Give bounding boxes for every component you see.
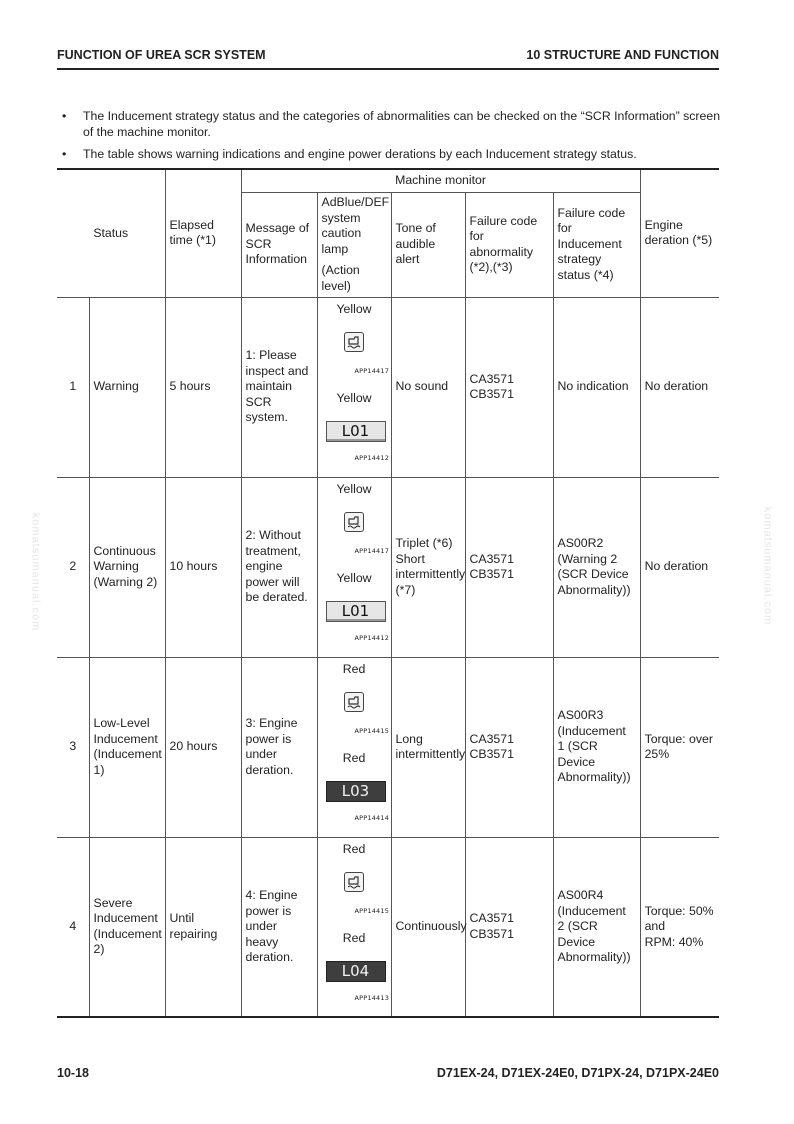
header-failure-code-inducement: Failure code for Inducement strategy status (*4)	[553, 192, 640, 297]
caution-lamp-cell	[317, 837, 391, 1017]
bullet-glyph: •	[62, 109, 67, 123]
row-number: 1	[57, 297, 89, 477]
header-status: Status	[57, 169, 165, 297]
level-caption: APP14414	[354, 814, 390, 822]
status-cell	[89, 477, 165, 657]
failure-code-inducement-cell	[553, 657, 640, 837]
table-row	[57, 297, 719, 477]
failure-code-abnormality-cell	[465, 477, 553, 657]
table-row	[57, 657, 719, 837]
bullet-glyph: •	[62, 147, 67, 161]
header-action-level: (Action level)	[321, 263, 360, 293]
row-number: 2	[57, 477, 89, 657]
failure-code-inducement-cell	[553, 297, 640, 477]
action-level-indicator: L04	[326, 961, 386, 982]
failure-code: CB3571	[469, 747, 514, 761]
failure-code: AS00R2	[557, 536, 604, 550]
header-caution-lamp-label: AdBlue/DEF system caution lamp	[321, 195, 390, 256]
failure-code: CB3571	[469, 567, 514, 581]
level-caption: APP14412	[354, 454, 390, 462]
tone-text: No sound	[395, 379, 449, 394]
elapsed-cell: 5 hours	[165, 297, 241, 477]
action-level-indicator: L03	[326, 781, 386, 802]
tone-text: Triplet (*6)	[395, 536, 453, 550]
model-list: D71EX-24, D71EX-24E0, D71PX-24, D71PX-24E0	[436, 1066, 719, 1080]
audible-alert-cell	[391, 657, 465, 837]
status-text: Severe Inducement	[93, 895, 158, 926]
caution-lamp-cell	[317, 657, 391, 837]
failure-code: CA3571	[469, 551, 514, 566]
watermark-left: komatsumanual.com	[29, 512, 42, 632]
header-machine-monitor: Machine monitor	[241, 169, 640, 192]
deration-text: No deration	[644, 379, 709, 394]
icon-caption: APP14415	[354, 906, 390, 915]
failure-code-abnormality-cell	[465, 297, 553, 477]
action-level-indicator: L01	[326, 601, 386, 622]
message-cell: 1: Please inspect and maintain SCR system.	[241, 297, 317, 477]
message-cell: 4: Engine power is under heavy deration.	[241, 837, 317, 1017]
status-cell	[89, 657, 165, 837]
failure-code: AS00R4	[557, 888, 604, 902]
elapsed-cell: Until repairing	[165, 837, 241, 1017]
deration-text: Torque: 50%	[644, 903, 714, 918]
header-caution-lamp	[317, 192, 391, 297]
status-subtext: (Warning 2)	[93, 574, 158, 589]
deration-text: No deration	[644, 559, 709, 574]
table-row	[57, 477, 719, 657]
adblue-caution-icon	[344, 332, 364, 352]
page-number: 10-18	[57, 1066, 89, 1080]
lamp-color-label: Yellow	[336, 302, 372, 316]
failure-code-abnormality-cell	[465, 657, 553, 837]
watermark-right: komatsumanual.com	[761, 506, 774, 626]
status-subtext: (Inducement 1)	[93, 747, 162, 777]
status-subtext: (Inducement 2)	[93, 926, 162, 957]
failure-code-description: (Inducement 1 (SCR Device Abnormality))	[557, 723, 631, 785]
status-text: Continuous Warning	[93, 543, 156, 574]
caution-lamp-cell	[317, 477, 391, 657]
header-engine-deration: Engine deration (*5)	[640, 169, 719, 297]
deration-text: Torque: over 25%	[644, 731, 713, 761]
message-cell: 3: Engine power is under deration.	[241, 657, 317, 837]
bullet-item	[62, 108, 722, 140]
lamp-color-label: Yellow	[336, 571, 372, 585]
deration-cell	[640, 837, 719, 1017]
failure-code-text: No indication	[557, 379, 629, 394]
bullet-text: The table shows warning indications and engine power derations by each Inducement strategy status.	[83, 147, 637, 161]
header-section-title: FUNCTION OF UREA SCR SYSTEM	[57, 48, 266, 62]
lamp-color-label: Yellow	[336, 482, 372, 496]
failure-code: AS00R3	[557, 708, 604, 723]
failure-code-inducement-cell	[553, 477, 640, 657]
deration-cell	[640, 657, 719, 837]
status-text: Low-Level Inducement	[93, 716, 158, 746]
status-cell	[89, 837, 165, 1017]
elapsed-cell: 10 hours	[165, 477, 241, 657]
icon-caption: APP14415	[354, 727, 390, 735]
failure-code: CB3571	[469, 387, 514, 401]
header-message: Message of SCR Information	[241, 192, 317, 297]
header-failure-code-abnormality: Failure code for abnormality (*2),(*3)	[465, 192, 553, 297]
deration-cell	[640, 477, 719, 657]
failure-code-inducement-cell	[553, 837, 640, 1017]
failure-code: CA3571	[469, 731, 514, 746]
status-cell	[89, 297, 165, 477]
lamp-color-label: Red	[342, 751, 366, 765]
failure-code-abnormality-cell	[465, 837, 553, 1017]
icon-caption: APP14417	[354, 367, 390, 375]
deration-text: RPM: 40%	[644, 934, 704, 949]
bullet-text: The Inducement strategy status and the categories of abnormalities can be checked on the “SCR Information” screen of the machine monitor.	[83, 109, 721, 139]
row-number: 4	[57, 837, 89, 1017]
lamp-color-label: Red	[342, 930, 366, 945]
icon-caption: APP14417	[354, 547, 390, 555]
adblue-caution-icon	[344, 692, 364, 712]
header-chapter-title: 10 STRUCTURE AND FUNCTION	[526, 48, 719, 62]
header-rule	[57, 68, 719, 70]
header-elapsed-time: Elapsed time (*1)	[165, 169, 241, 297]
action-level-indicator: L01	[326, 421, 386, 442]
elapsed-cell: 20 hours	[165, 657, 241, 837]
header-audible-alert: Tone of audible alert	[391, 192, 465, 297]
bullet-item	[62, 146, 722, 162]
tone-text: Long intermittently	[395, 731, 466, 761]
failure-code: CA3571	[469, 911, 514, 926]
failure-code: CB3571	[469, 926, 514, 941]
bullet-list	[62, 108, 722, 168]
level-caption: APP14412	[354, 634, 390, 642]
table-row	[57, 837, 719, 1017]
failure-code: CA3571	[469, 371, 514, 386]
audible-alert-cell	[391, 837, 465, 1017]
lamp-color-label: Red	[342, 662, 366, 676]
audible-alert-cell	[391, 297, 465, 477]
page-header	[57, 48, 719, 68]
lamp-color-label: Yellow	[336, 391, 372, 405]
tone-text: Short intermittently (*7)	[395, 551, 466, 597]
deration-text: and	[644, 919, 666, 933]
status-text: Warning	[93, 379, 139, 394]
deration-cell	[640, 297, 719, 477]
failure-code-description: (Inducement 2 (SCR Device Abnormality))	[557, 903, 631, 964]
level-caption: APP14413	[354, 993, 390, 1002]
caution-lamp-cell	[317, 297, 391, 477]
adblue-caution-icon	[344, 872, 364, 892]
lamp-color-label: Red	[342, 841, 366, 856]
audible-alert-cell	[391, 477, 465, 657]
row-number: 3	[57, 657, 89, 837]
adblue-caution-icon	[344, 512, 364, 532]
tone-text: Continuously	[395, 919, 467, 933]
inducement-strategy-table	[57, 168, 719, 1018]
failure-code-description: (Warning 2 (SCR Device Abnormality))	[557, 551, 631, 597]
message-cell: 2: Without treatment, engine power will be derated.	[241, 477, 317, 657]
